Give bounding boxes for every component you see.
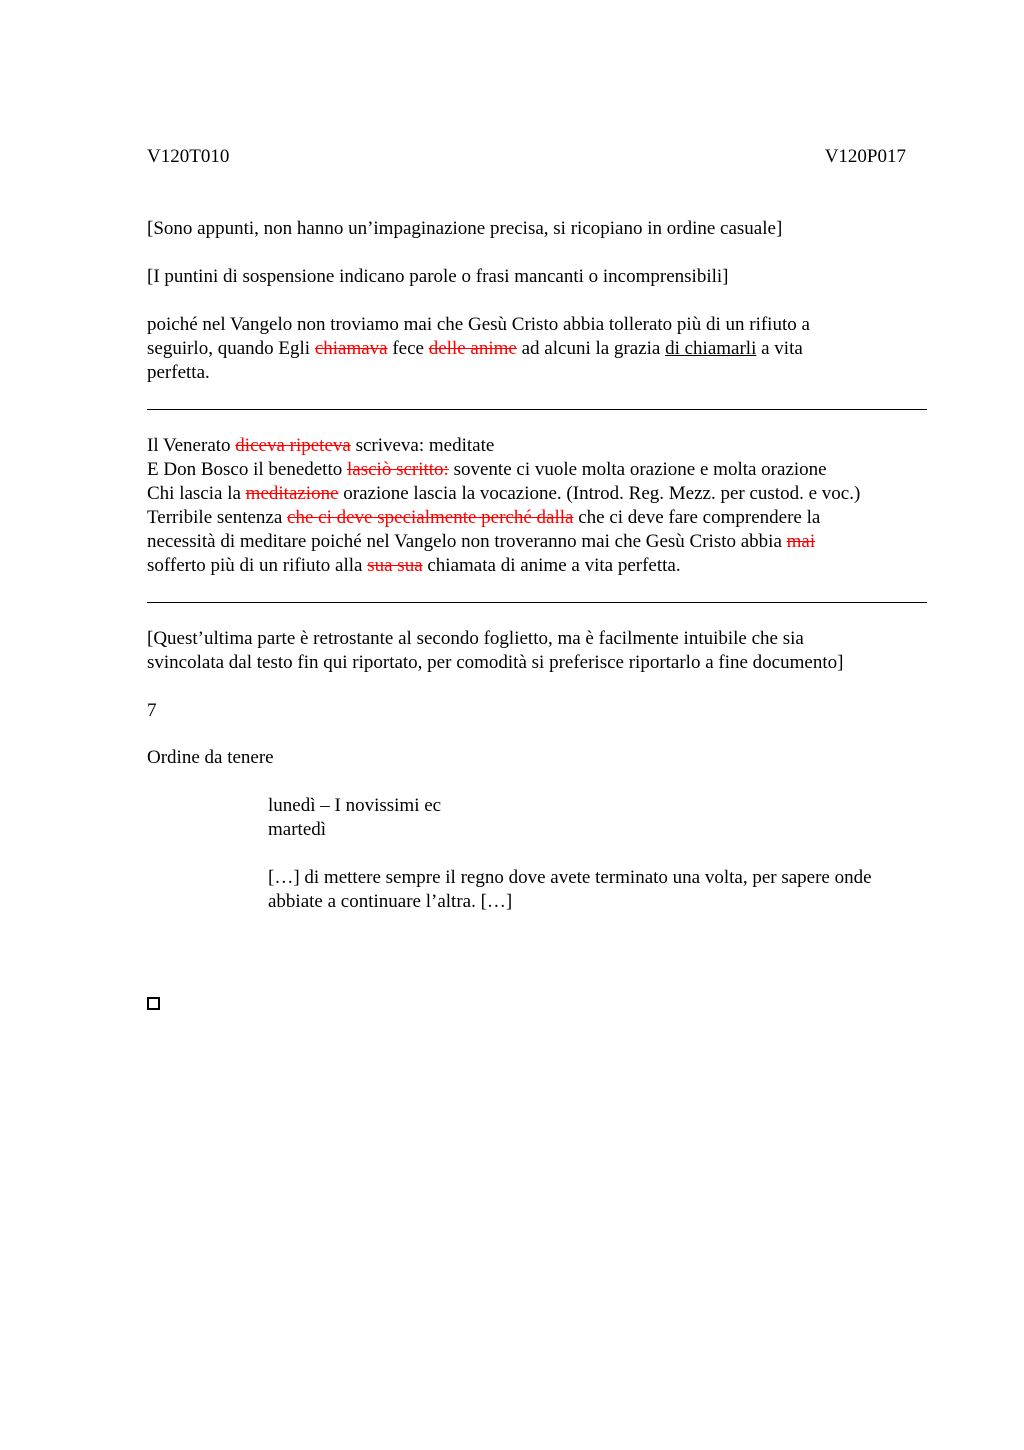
editorial-note-ellipsis: [I puntini di sospensione indicano parole o frasi mancanti o incomprensibili] [147,266,729,287]
para3-line2: svincolata dal testo fin qui riportato, per comodità si preferisce riportarlo a fine documento] [147,652,844,673]
strikethrough-text: lasciò scritto: [347,459,449,480]
page-number: 7 [147,700,157,721]
right-code: V120P017 [824,146,906,167]
closing-line2: abbiate a continuare l’altra. […] [268,891,513,912]
underlined-text: di chiamarli [665,338,757,359]
strikethrough-text: chiamava [314,338,388,359]
horizontal-rule [147,602,927,603]
para1-line2: seguirlo, quando Egli chiamava fece delle anime ad alcuni la grazia di chiamarli a vita [147,338,803,359]
para1-line3: perfetta. [147,362,210,383]
left-code: V120T010 [147,146,230,167]
schedule-tuesday: martedì [268,819,327,840]
editorial-note-layout: [Sono appunti, non hanno un’impaginazione precisa, si ricopiano in ordine casuale] [147,218,783,239]
para3-line1: [Quest’ultima parte è retrostante al secondo foglietto, ma è facilmente intuibile che sia [147,628,804,649]
closing-line1: […] di mettere sempre il regno dove avete terminato una volta, per sapere onde [268,867,872,888]
strikethrough-text: diceva ripeteva [235,435,351,456]
strikethrough-text: meditazione [245,483,339,504]
para2-line5: necessità di meditare poiché nel Vangelo non troveranno mai che Gesù Cristo abbia mai [147,531,816,552]
document-header [147,146,906,170]
strikethrough-text: delle anime [428,338,517,359]
strikethrough-text: che ci deve specialmente perché dalla [287,507,574,528]
para1-line1: poiché nel Vangelo non troviamo mai che Gesù Cristo abbia tollerato più di un rifiuto a [147,314,810,335]
para2-line4: Terribile sentenza che ci deve specialmente perché dalla che ci deve fare comprendere la [147,507,821,528]
para2-line3: Chi lascia la meditazione orazione lascia la vocazione. (Introd. Reg. Mezz. per custod. e voc.) [147,483,861,504]
para2-line6: sofferto più di un rifiuto alla sua sua chiamata di anime a vita perfetta. [147,555,681,576]
para2-line2: E Don Bosco il benedetto lasciò scritto: sovente ci vuole molta orazione e molta orazione [147,459,827,480]
schedule-monday: lunedì – I novissimi ec [268,795,442,816]
empty-square-icon [147,997,160,1010]
strikethrough-text: sua sua [367,555,423,576]
strikethrough-text: mai [786,531,816,552]
para2-line1: Il Venerato diceva ripeteva scriveva: meditate [147,435,495,456]
horizontal-rule [147,409,927,410]
order-title: Ordine da tenere [147,747,274,768]
